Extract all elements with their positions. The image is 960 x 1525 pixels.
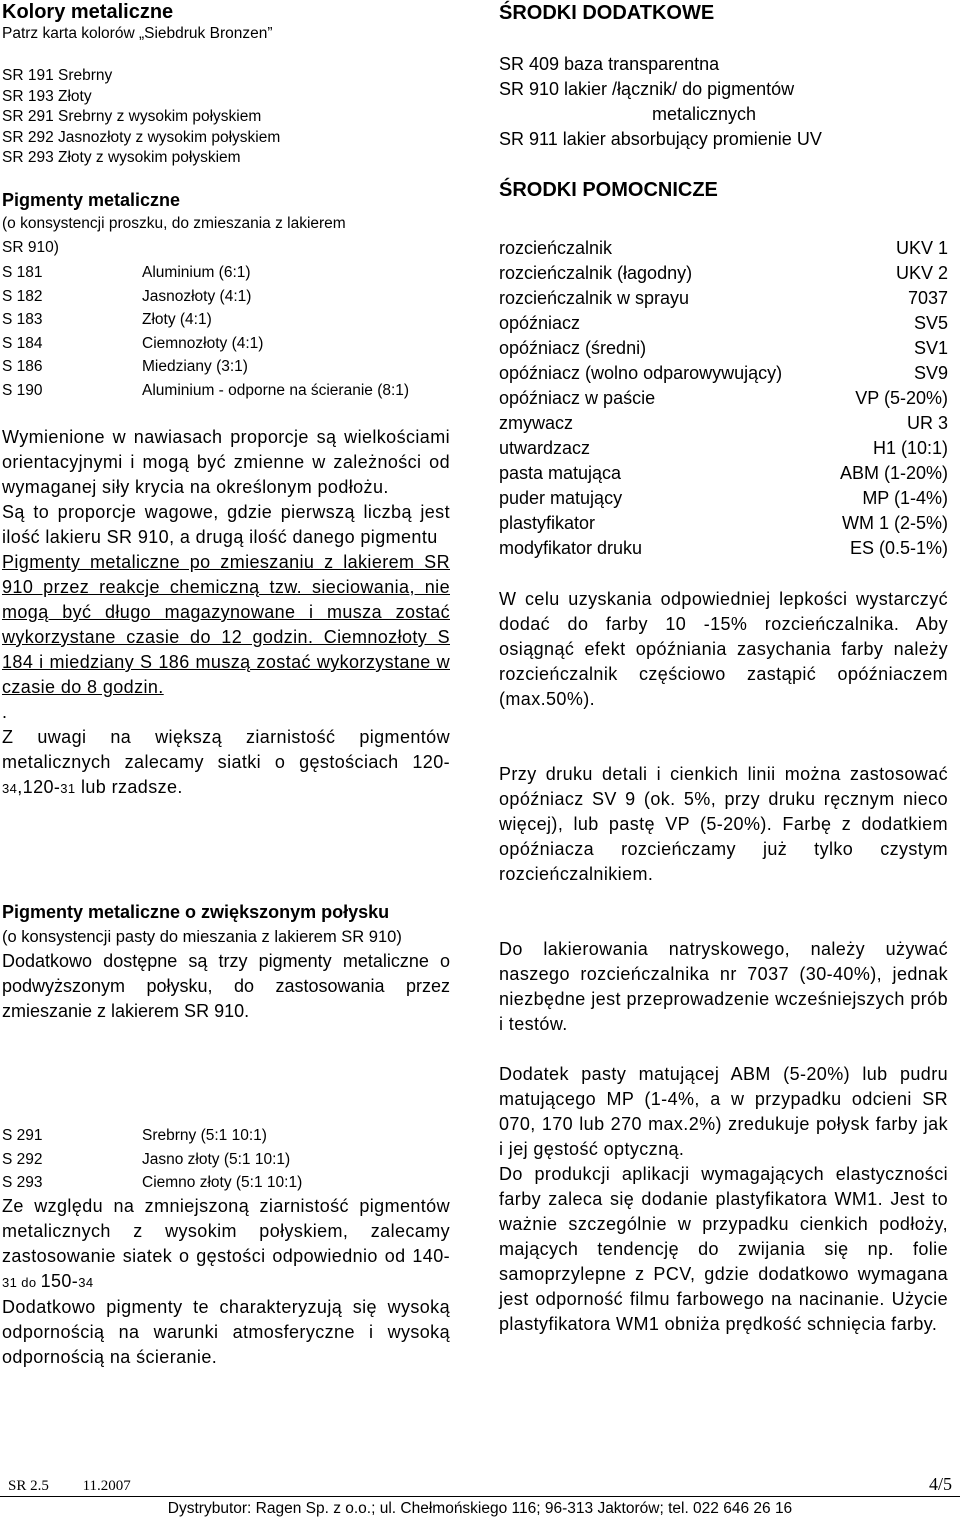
table-row: puder matujący MP (1-4%) [499,488,948,508]
gloss-pigments-table [2,1124,450,1195]
gloss-resistance-paragraph: Dodatkowo pigmenty te charakteryzują się wysoką odpornością na warunki atmosferyczne i wysoką odpornością na ścieranie. [2,1297,450,1367]
color-card-reference: Patrz karta kolorów „Siebdruk Bronzen” [2,25,273,42]
proportions-paragraph: Wymienione w nawiasach proporcje są wielkościami orientacyjnymi i mogą być zmienne w zależności od wymaganej siły krycia na określonym podłożu. [2,427,450,497]
list-item: SR 911 lakier absorbujący promienie UV [499,129,822,149]
table-row: zmywacz UR 3 [499,413,948,433]
separator-dot: . [2,702,8,722]
table-row: S 186 Miedziany (3:1) [2,358,248,375]
plasticizer-paragraph: Do produkcji aplikacji wymagających elastyczności farby zaleca się dodanie plastyfikatora WM1. Jest to ważnie szczególnie w przypadku cienkich podłoży, mających tendencję do zwijania się np. folie samoprzylepne z PCV, gdzie dodatkowo wymagana jest odporność filmu farbowego na nacinanie. Użycie plastyfikatora WM1 obniża prędkość schnięcia farby. [499,1164,948,1334]
section-title-additives: ŚRODKI DODATKOWE [499,2,715,24]
gloss-pigments-paragraph: Dodatkowo dostępne są trzy pigmenty metaliczne o podwyższonym połysku, do zastosowania przez zmieszanie z lakierem SR 910. [2,951,450,1021]
matting-paragraph: Dodatek pasty matującej ABM (5-20%) lub pudru matującego MP (1-4%, a w przypadku odcieni SR 070, 170 lub 270 max.2%) zredukuje połysk farby jak i jej gęstość optyczną. [499,1064,948,1159]
table-row: S 184 Ciemnozłoty (4:1) [2,334,264,352]
table-row: opóźniacz (wolno odparowywujący) SV9 [499,363,948,383]
table-row: opóźniacz (średni) SV1 [499,338,948,358]
distributor-info: Dystrybutor: Ragen Sp. z o.o.; ul. Chełmońskiego 116; 96-313 Jaktorów; tel. 022 646 26 16 [167,1500,793,1517]
fine-lines-paragraph: Przy druku detali i cienkich linii można zastosować opóźniacz SV 9 (ok. 5%, przy druku ręcznym nieco więcej), lub pastę VP (5-20%). Farbę z dodatkiem opóźniacza rozcieńczamy już tylko czystym rozcieńczalnikiem. [499,764,948,884]
list-item: SR 910 lakier /łącznik/ do pigmentów [499,79,795,99]
gloss-pigments-description: (o konsystencji pasty do mieszania z lakierem SR 910) [2,928,402,946]
list-item: SR 292 Jasnozłoty z wysokim połyskiem [2,128,281,146]
viscosity-paragraph: W celu uzyskania odpowiedniej lepkości wystarczyć dodać do farby 10 -15% rozcieńczalnika. Aby osiągnąć efekt opóźniania zasychania farby należy rozcieńczalnik częściowo zastąpić opóźniaczem (max.50%). [499,589,948,709]
colors-section [2,0,450,45]
section-title-pigments: Pigmenty metaliczne [2,190,181,210]
pigments-description: (o konsystencji proszku, do zmieszania z lakierem [2,215,346,232]
table-row: utwardzacz H1 (10:1) [499,438,948,458]
weight-ratio-paragraph: Są to proporcje wagowe, gdzie pierwszą liczbą jest ilość lakieru SR 910, a drugą ilość danego pigmentu [2,502,450,547]
auxiliaries-table [499,236,948,561]
color-list [2,66,450,169]
table-row: opóźniacz SV5 [499,313,948,333]
pigments-section [2,188,450,260]
thinning-note [499,587,948,712]
table-row: rozcieńczalnik UKV 1 [499,238,948,258]
table-row: plastyfikator WM 1 (2-5%) [499,513,948,533]
table-row: S 182 Jasnozłoty (4:1) [2,287,252,305]
section-title-gloss-pigments: Pigmenty metaliczne o zwiększonym połysku [2,902,390,922]
list-item-cont: metalicznych [651,104,757,124]
mesh-recommendation-paragraph: Z uwagi na większą ziarnistość pigmentów metalicznych zalecamy siatki o gęstościach 120-34,120-31 lub rzadsze. [2,727,450,797]
section-title-metallic-colors: Kolory metaliczne [2,1,174,23]
list-item: SR 409 baza transparentna [499,54,720,74]
table-row: S 183 Złoty (4:1) [2,311,212,328]
gloss-pigments-section [2,900,450,1024]
document-code: SR 2.5 11.2007 [8,1478,131,1494]
document-date: 11.2007 [82,1478,131,1494]
additives-list [499,52,948,152]
table-row: S 291 Srebrny (5:1 10:1) [2,1127,267,1144]
list-item: SR 293 Złoty z wysokim połyskiem [2,149,241,166]
table-row: modyfikator druku ES (0.5-1%) [499,538,948,558]
auxiliaries-section [499,178,948,202]
section-title-auxiliaries: ŚRODKI POMOCNICZE [499,179,718,201]
table-row: S 190 Aluminium - odporne na ścieranie (8:1) [2,381,410,399]
table-row: pasta matująca ABM (1-20%) [499,463,948,483]
pigments-table [2,261,450,402]
table-row: rozcieńczalnik (łagodny) UKV 2 [499,263,948,283]
storage-warning-paragraph: Pigmenty metaliczne po zmieszaniu z lakierem SR 910 przez reakcje chemiczną tzw. sieciowania, nie mogą być długo magazynowane i musza zostać wykorzystane czasie do 12 godzin. Ciemnozłoty S 184 i miedziany S 186 muszą zostać wykorzystane w czasie do 8 godzin. [2,552,450,697]
fine-lines-note [499,762,948,887]
table-row: rozcieńczalnik w sprayu 7037 [499,288,948,308]
spray-note [499,937,948,1037]
table-row: S 293 Ciemno złoty (5:1 10:1) [2,1174,303,1191]
list-item: SR 193 Złoty [2,87,92,105]
page-footer [0,1470,960,1525]
table-row: opóźniacz w paście VP (5-20%) [499,388,948,408]
pigments-description-cont: SR 910) [2,239,59,256]
gloss-mesh-paragraph: Ze względu na zmniejszoną ziarnistość pigmentów metalicznych z wysokim połyskiem, zalecamy zastosowanie siatek o gęstości odpowiednio od 140-31 do 150-34 [2,1196,450,1291]
spray-paragraph: Do lakierowania natryskowego, należy używać naszego rozcieńczalnika nr 7037 (30-40%), jednak niezbędne jest przeprowadzenie wcześniejszych prób i testów. [499,939,948,1034]
additives-section [499,1,948,25]
matting-note [499,1062,948,1337]
proportions-note [2,425,450,801]
table-row: S 181 Aluminium (6:1) [2,264,251,281]
page-number: 4/5 [928,1474,952,1494]
gloss-notes [2,1194,450,1370]
list-item: SR 191 Srebrny [2,67,113,84]
list-item: SR 291 Srebrny z wysokim połyskiem [2,108,262,125]
table-row: S 292 Jasno złoty (5:1 10:1) [2,1150,291,1168]
footer-divider [0,1496,960,1497]
